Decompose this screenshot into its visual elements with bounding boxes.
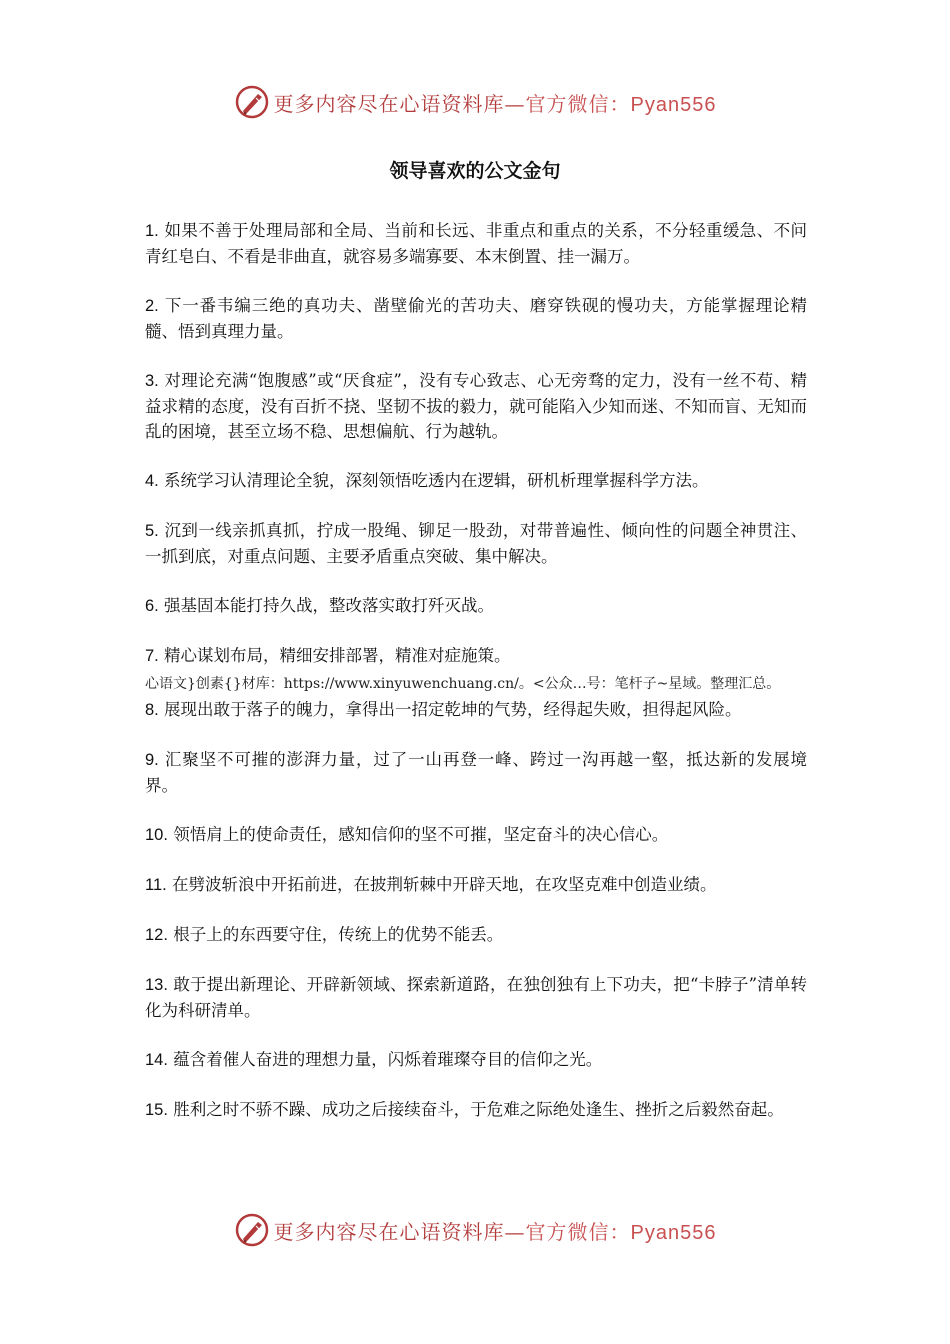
pen-nib-logo-icon — [234, 1212, 270, 1248]
header-banner — [0, 82, 950, 122]
footer-banner — [0, 1210, 950, 1250]
list-item: 7. 精心谋划布局，精细安排部署，精准对症施策。 — [145, 646, 511, 665]
list-item: 14. 蕴含着催人奋进的理想力量，闪烁着璀璨夺目的信仰之光。 — [145, 1050, 603, 1069]
list-item: 15. 胜利之时不骄不躁、成功之后接续奋斗，于危难之际绝处逢生、挫折之后毅然奋起。 — [145, 1100, 784, 1119]
list-item: 2. 下一番韦编三绝的真功夫、凿壁偷光的苦功夫、磨穿铁砚的慢功夫，方能掌握理论精髓、悟到真理力量。 — [145, 296, 807, 341]
list-item: 11. 在劈波斩浪中开拓前进，在披荆斩棘中开辟天地，在攻坚克难中创造业绩。 — [145, 875, 717, 894]
banner-text: 更多内容尽在心语资料库—官方微信：Pyan556 — [273, 91, 717, 116]
list-item: 5. 沉到一线亲抓真抓，拧成一股绳、铆足一股劲，对带普遍性、倾向性的问题全神贯注、一抓到底，对重点问题、主要矛盾重点突破、集中解决。 — [145, 521, 808, 566]
list-item: 1. 如果不善于处理局部和全局、当前和长远、非重点和重点的关系，不分轻重缓急、不问青红皂白、不看是非曲直，就容易多端寡要、本末倒置、挂一漏万。 — [145, 221, 808, 266]
list-item: 4. 系统学习认清理论全貌，深刻领悟吃透内在逻辑，研机析理掌握科学方法。 — [145, 471, 709, 490]
banner-text: 更多内容尽在心语资料库—官方微信：Pyan556 — [273, 1219, 717, 1244]
list-item: 13. 敢于提出新理论、开辟新领域、探索新道路，在独创独有上下功夫，把“卡脖子”清单转化为科研清单。 — [145, 975, 808, 1020]
list-item: 3. 对理论充满“饱腹感”或“厌食症”，没有专心致志、心无旁骛的定力，没有一丝不苟、精益求精的态度，没有百折不挠、坚韧不拔的毅力，就可能陷入少知而迷、不知而盲、无知而乱的困境，甚至立场不稳、思想偏航、行为越轨。 — [145, 371, 808, 441]
list-item: 8. 展现出敢于落子的魄力，拿得出一招定乾坤的气势，经得起失败，担得起风险。 — [145, 700, 742, 719]
list-item: 9. 汇聚坚不可摧的澎湃力量，过了一山再登一峰、跨过一沟再越一壑，抵达新的发展境界。 — [145, 750, 807, 795]
document-body — [145, 218, 807, 1147]
list-item: 12. 根子上的东西要守住，传统上的优势不能丢。 — [145, 925, 504, 944]
page-title: 领导喜欢的公文金句 — [389, 160, 561, 182]
pen-nib-logo-icon — [234, 84, 270, 120]
list-item: 10. 领悟肩上的使命责任，感知信仰的坚不可摧，坚定奋斗的决心信心。 — [145, 825, 669, 844]
list-item: 6. 强基固本能打持久战，整改落实敢打歼灭战。 — [145, 596, 495, 615]
source-note: 心语文}创素{}材库：https://www.xinyuwenchuang.cn/。<公众…号：笔杆子~星域。整理汇总。 — [145, 676, 781, 692]
